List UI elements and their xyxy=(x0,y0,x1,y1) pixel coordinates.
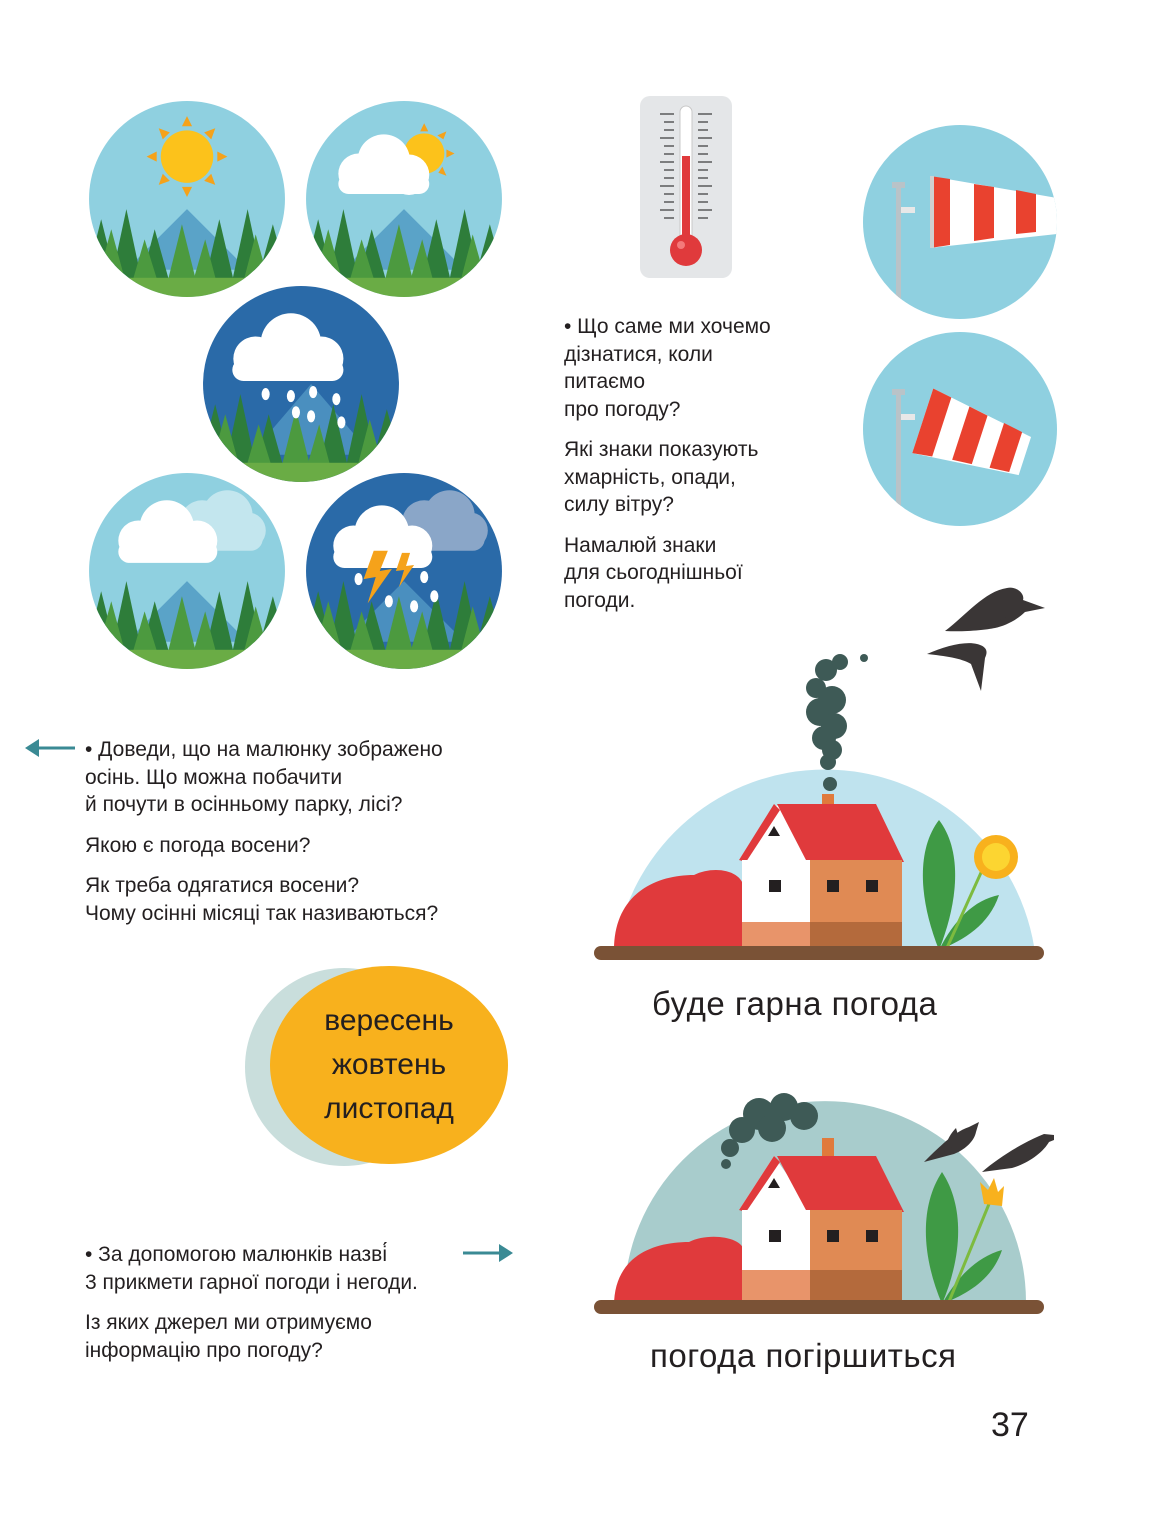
question-line: інформацію про погоду? xyxy=(85,1338,323,1362)
partly-cloudy-weather-icon xyxy=(303,98,505,300)
thunderstorm-weather-icon xyxy=(303,470,505,672)
windsock-weak-wind-icon xyxy=(862,331,1058,527)
question-line: силу вітру? xyxy=(564,493,674,516)
cloudy-weather-icon xyxy=(86,470,288,672)
arrow-right-icon xyxy=(463,1242,515,1264)
arrow-left-icon xyxy=(25,737,77,759)
windsock-strong-wind-icon xyxy=(862,124,1058,320)
question-line: 3 прикмети гарної погоди і негоди. xyxy=(85,1270,418,1294)
question-line: • Що саме ми хочемо xyxy=(564,315,771,338)
question-line: хмарність, опади, xyxy=(564,465,736,489)
question-line: й почути в осінньому парку, лісі? xyxy=(85,793,403,816)
thermometer-icon xyxy=(640,96,732,278)
question-line: питаємо xyxy=(564,370,645,393)
question-line: Чому осінні місяці так називаються? xyxy=(85,901,439,925)
question-line: Якою є погода восени? xyxy=(85,833,311,857)
task-line: погоди. xyxy=(564,588,636,612)
question-line: осінь. Що можна побачити xyxy=(85,765,343,789)
month-november: листопад xyxy=(324,1092,454,1125)
months-circle xyxy=(270,966,508,1164)
bad-weather-caption: погода погіршиться xyxy=(650,1337,957,1374)
question-line: Як треба одягатися восени? xyxy=(85,874,360,897)
task-line: для сьогоднішньої xyxy=(564,561,743,584)
question-line: Із яких джерел ми отримуємо xyxy=(85,1311,372,1334)
autumn-questions-text xyxy=(85,736,443,940)
bad-weather-house-scene xyxy=(594,1092,1054,1324)
month-october: жовтень xyxy=(331,1048,447,1081)
question-line: дізнатися, коли xyxy=(564,342,713,366)
weather-signs-questions-text xyxy=(85,1241,418,1377)
question-line: про погоду? xyxy=(564,397,681,421)
good-weather-caption: буде гарна погода xyxy=(652,985,938,1022)
page-number: 37 xyxy=(991,1406,1029,1444)
month-september: вересень xyxy=(324,1004,454,1037)
question-line: • За допомогою малюнків назві́ xyxy=(85,1243,387,1266)
question-line: Які знаки показують xyxy=(564,438,759,461)
task-line: Намалюй знаки xyxy=(564,533,717,557)
rainy-weather-icon xyxy=(200,283,402,485)
good-weather-house-scene xyxy=(594,650,1054,970)
question-line: • Доведи, що на малюнку зображено xyxy=(85,738,443,761)
weather-questions-text xyxy=(564,313,771,627)
sunny-weather-icon xyxy=(86,98,288,300)
